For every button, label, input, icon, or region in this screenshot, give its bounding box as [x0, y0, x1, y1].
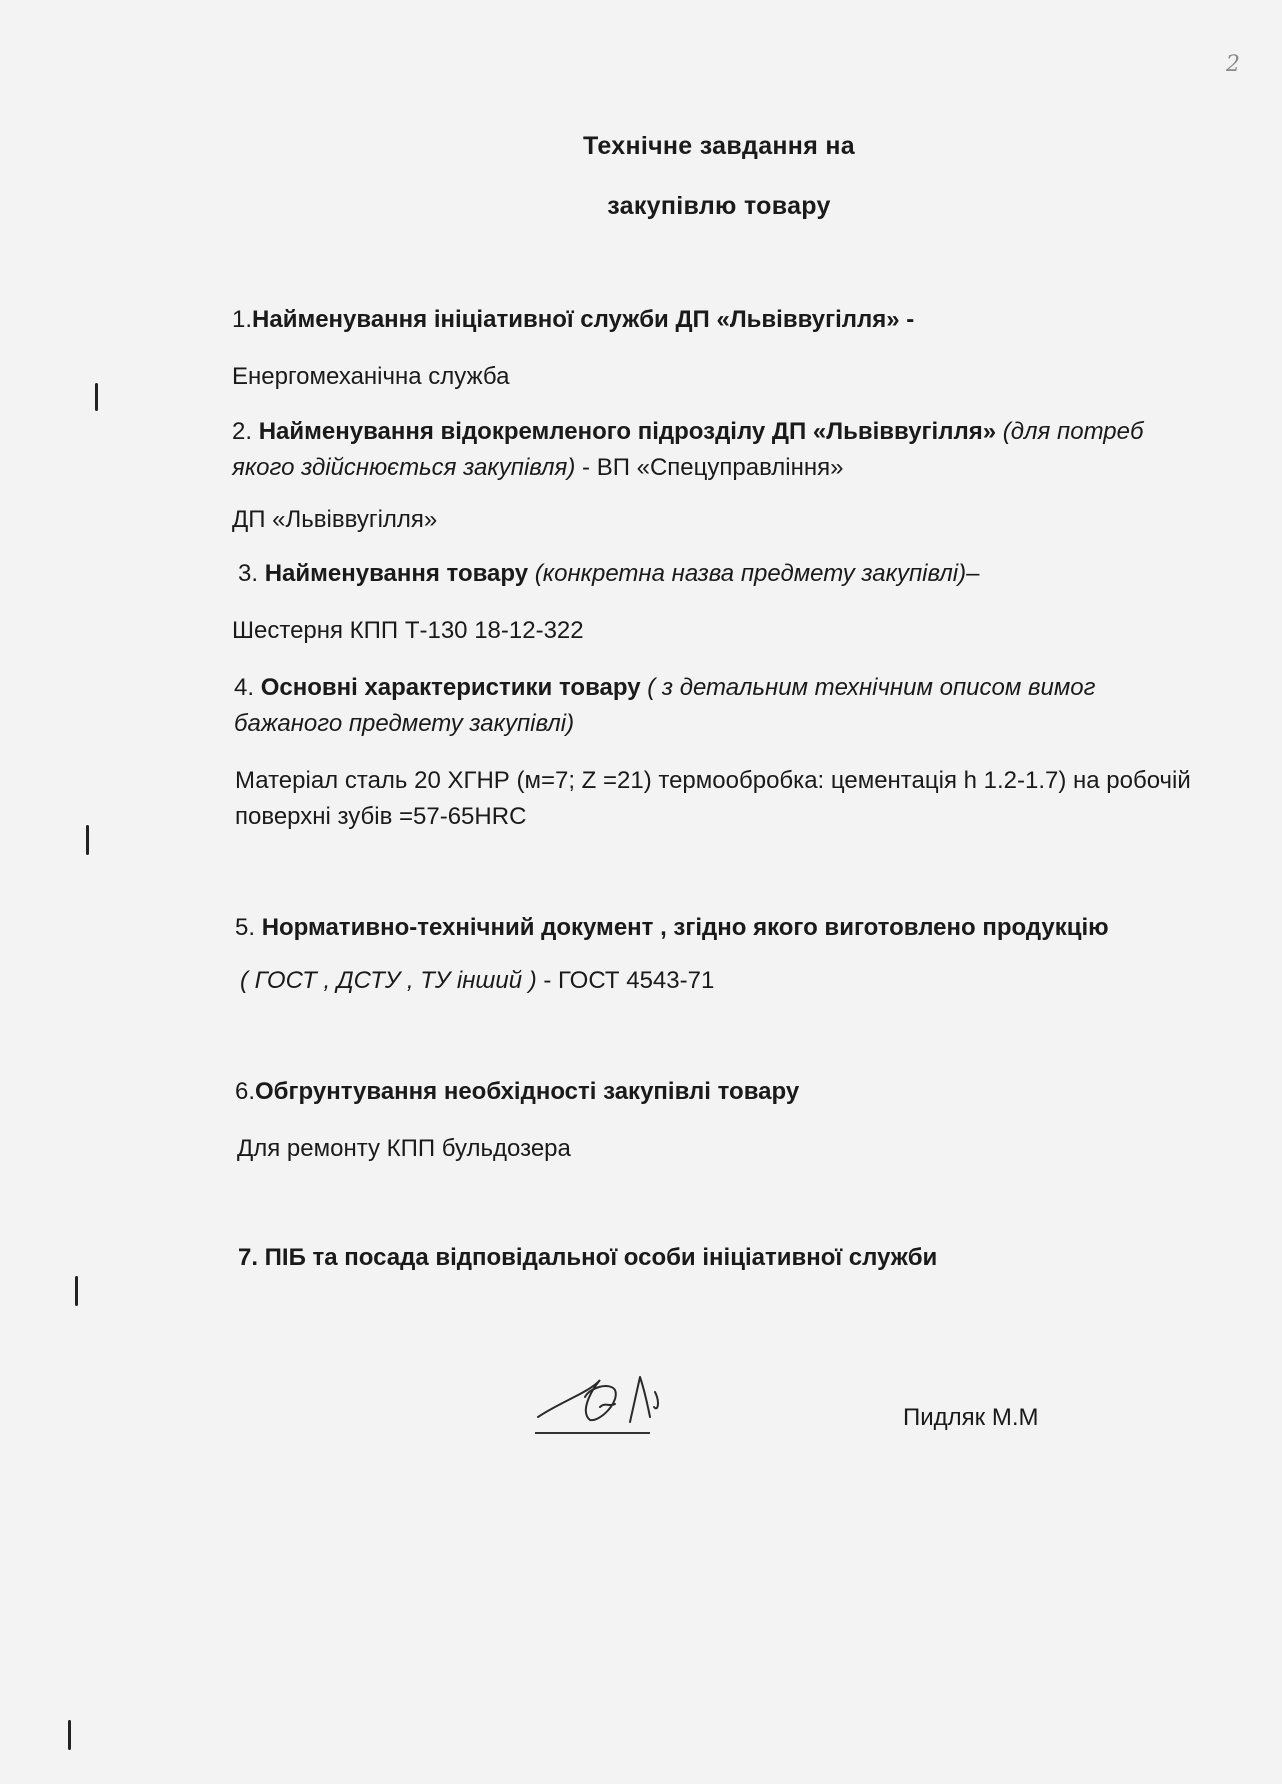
margin-mark: [86, 825, 89, 855]
item3-dash: –: [966, 560, 980, 587]
item1-label: Найменування ініціативної служби ДП «Львіввугілля» -: [252, 306, 915, 333]
signer-name: Пидляк М.М: [903, 1404, 1039, 1431]
handwritten-signature: [530, 1362, 690, 1432]
item2-value-inline: - ВП «Спецуправління»: [575, 454, 844, 481]
item1-heading: [232, 302, 1192, 338]
item2-label: Найменування відокремленого підрозділу ДП «Львіввугілля»: [258, 418, 997, 445]
item6-heading: [235, 1074, 1195, 1110]
item4-value: Матеріал сталь 20 ХГНР (м=7; Z =21) термообробка: цементація h 1.2-1.7) на робочій поверхні зубів =57-65HRC: [235, 767, 1191, 830]
item3-heading: [238, 556, 1198, 592]
document-title-line1: Технічне завдання на: [583, 132, 855, 160]
item3-label: Найменування товару: [264, 560, 529, 587]
item2-value: ДП «Львіввугілля»: [232, 506, 438, 533]
margin-mark: [75, 1276, 78, 1306]
item3-hint: (конкретна назва предмету закупівлі): [534, 560, 967, 587]
item2-number: 2.: [232, 418, 259, 445]
item1-value: Енергомеханічна служба: [232, 363, 510, 390]
margin-mark: [95, 383, 98, 411]
item6-value: Для ремонту КПП бульдозера: [237, 1135, 571, 1162]
item3-value: Шестерня КПП Т-130 18-12-322: [232, 617, 584, 644]
margin-mark: [68, 1720, 71, 1750]
item5-value-line: [240, 963, 1200, 999]
item5-hint: ( ГОСТ , ДСТУ , ТУ інший ): [240, 967, 544, 994]
item5-label: Нормативно-технічний документ , згідно якого виготовлено продукцію: [261, 914, 1109, 941]
item3-number: 3.: [238, 560, 265, 587]
item2-hint: (для потреб якого здійснюється закупівля): [232, 418, 1144, 481]
item1-number: 1.: [232, 306, 253, 333]
item7-heading: 7. ПІБ та посада відповідальної особи ініціативної служби: [238, 1244, 938, 1271]
document-title-line2: закупівлю товару: [607, 192, 831, 220]
page-number: 2: [1226, 52, 1240, 77]
item6-number: 6.: [235, 1078, 256, 1105]
item2-heading: [232, 414, 1192, 486]
signature-line: [535, 1432, 650, 1434]
item6-label: Обгрунтування необхідності закупівлі товару: [255, 1078, 800, 1105]
item5-number: 5.: [235, 914, 262, 941]
item4-heading: [234, 670, 1194, 742]
item5-value: - ГОСТ 4543-71: [543, 967, 715, 994]
item4-label: Основні характеристики товару: [260, 674, 641, 701]
item5-heading: [235, 910, 1195, 946]
item4-number: 4.: [234, 674, 261, 701]
item4-hint: ( з детальним технічним описом вимог бажаного предмету закупівлі): [234, 674, 1096, 737]
